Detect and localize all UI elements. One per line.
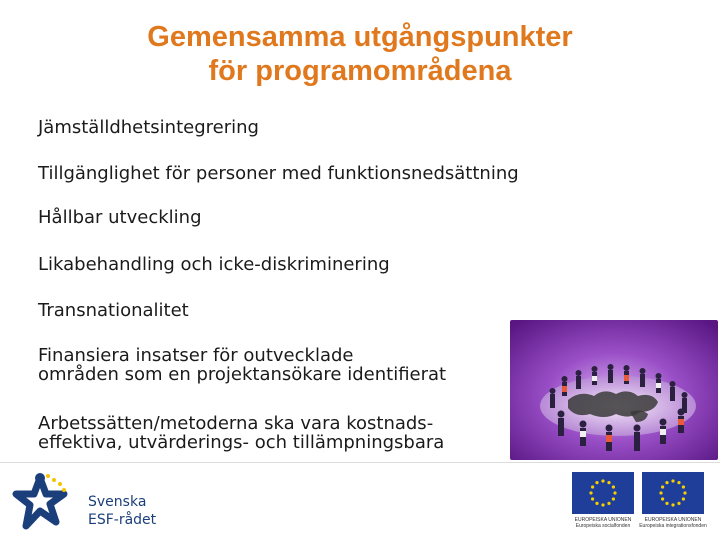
footer-divider (0, 462, 720, 463)
photo-image (510, 320, 718, 460)
bullet-item: Arbetssätten/metoderna ska vara kostnads- effektiva, utvärderings- och tillämpningsbara (38, 413, 445, 453)
esf-logo (10, 472, 157, 534)
people-around-world-map-photo (510, 320, 718, 460)
slide-title-line-1: Gemensamma utgångspunkter (147, 21, 573, 53)
bullet-item: Hållbar utveckling (38, 207, 202, 228)
bullet-item: Finansiera insatser för outvecklade områden som en projektansökare identifierat (38, 345, 447, 385)
esf-logo-line-1: Svenska (88, 494, 147, 510)
bullet-item: Jämställdhetsintegrering (38, 117, 259, 138)
bullet-item: Transnationalitet (38, 300, 189, 321)
eu-stars-icon (572, 472, 634, 514)
bullet-item: Likabehandling och icke-diskriminering (38, 254, 390, 275)
slide-title (60, 20, 660, 88)
eu-flag-icon (642, 472, 704, 514)
eu-stars-icon (642, 472, 704, 514)
slide-title-line-2: för programområdena (208, 55, 512, 87)
bullet-item: Tillgänglighet för personer med funktionsnedsättning (38, 163, 519, 184)
eu-logo-caption: EUROPEISKA UNIONEN Europeiska integrationsfonden (639, 517, 707, 529)
eu-logo-caption: EUROPEISKA UNIONEN Europeiska socialfonden (574, 517, 632, 529)
esf-logo-line-2: ESF-rådet (88, 512, 157, 528)
eu-logo-socialfonden (570, 472, 636, 538)
eu-flag-icon (572, 472, 634, 514)
esf-star-figure-icon (10, 472, 74, 532)
eu-logo-integrationsfonden (640, 472, 706, 538)
